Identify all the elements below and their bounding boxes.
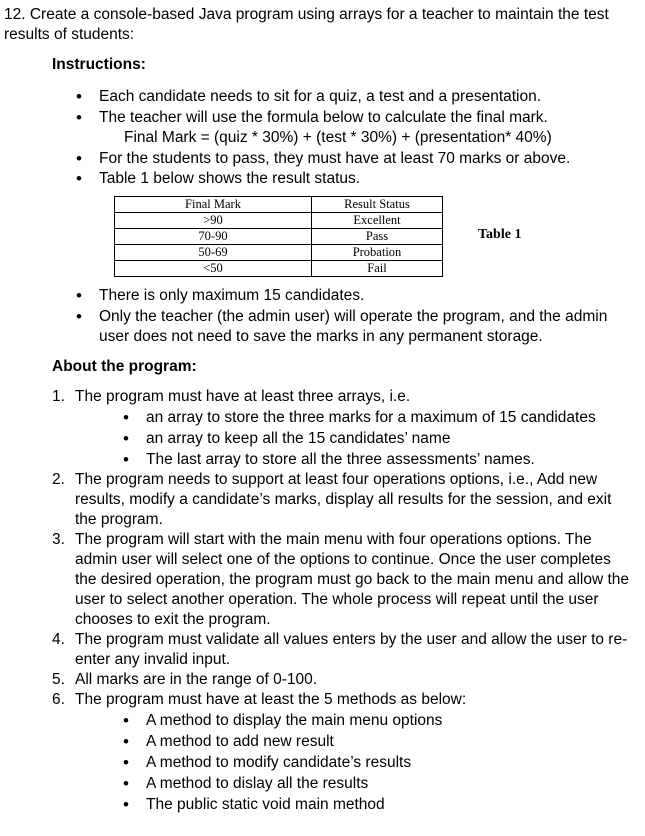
instruction-item: • The teacher will use the formula below to calculate the final mark. xyxy=(76,108,636,129)
item-text: The program will start with the main menu with four operations options. The admin user will select one of the options to continue. Once the user completes the desired operation, the program must go back to the main menu and allow the user to select another operation. The whole process will repeat until the user chooses to exit the program. xyxy=(75,531,630,628)
item-text: The program must have at least the 5 methods as below: xyxy=(75,691,467,708)
table-cell: Excellent xyxy=(312,213,443,229)
requirement-item xyxy=(52,690,632,815)
table-caption: Table 1 xyxy=(478,227,522,242)
instruction-item: • There is only maximum 15 candidates. xyxy=(76,286,636,307)
sub-item: • A method to display the main menu options xyxy=(123,710,632,731)
item-text: The program needs to support at least four operations options, i.e., Add new results, modify a candidate’s marks, display all results for the session, and exit the program. xyxy=(75,471,612,528)
item-text: The program must have at least three arrays, i.e. xyxy=(75,388,411,405)
table-cell: <50 xyxy=(115,261,312,277)
sub-item: • The public static void main method xyxy=(123,794,632,815)
instruction-item: • Table 1 below shows the result status. xyxy=(76,169,636,190)
requirement-item xyxy=(52,670,632,690)
instruction-item: • Only the teacher (the admin user) will operate the program, and the admin user does not need to save the marks in any permanent storage. xyxy=(76,307,636,348)
table-cell: >90 xyxy=(115,213,312,229)
item-number: 6. xyxy=(52,691,65,708)
requirement-item xyxy=(52,387,632,470)
table-row xyxy=(115,261,443,277)
table-header-cell: Final Mark xyxy=(115,197,312,213)
instruction-item: • Each candidate needs to sit for a quiz, a test and a presentation. xyxy=(76,87,636,108)
table-cell: 70-90 xyxy=(115,229,312,245)
question-title: 12. Create a console-based Java program using arrays for a teacher to maintain the test results of students: xyxy=(4,6,609,43)
sub-item: • A method to modify candidate’s results xyxy=(123,752,632,773)
sub-item: • an array to store the three marks for a maximum of 15 candidates xyxy=(123,407,632,428)
item-number: 5. xyxy=(52,671,65,688)
instructions-list-continued xyxy=(76,286,636,348)
final-mark-formula: Final Mark = (quiz * 30%) + (test * 30%) + (presentation* 40%) xyxy=(124,129,552,146)
table-cell: 50-69 xyxy=(115,245,312,261)
result-status-table xyxy=(114,196,443,277)
requirement-item xyxy=(52,470,632,530)
table-header-cell: Result Status xyxy=(312,197,443,213)
about-heading: About the program: xyxy=(52,358,197,375)
table-cell: Pass xyxy=(312,229,443,245)
item-number: 4. xyxy=(52,631,65,648)
sub-item: • The last array to store all the three assessments’ names. xyxy=(123,449,632,470)
table-row xyxy=(115,229,443,245)
table-header-row xyxy=(115,197,443,213)
table-row xyxy=(115,245,443,261)
requirement-item xyxy=(52,530,632,630)
sub-item: • an array to keep all the 15 candidates’ name xyxy=(123,428,632,449)
requirement-item xyxy=(52,630,632,670)
item-number: 3. xyxy=(52,531,65,548)
sub-list xyxy=(75,710,632,815)
instructions-list xyxy=(76,87,636,190)
item-number: 2. xyxy=(52,471,65,488)
instructions-heading: Instructions: xyxy=(52,56,146,73)
sub-item: • A method to dislay all the results xyxy=(123,773,632,794)
item-number: 1. xyxy=(52,388,65,405)
instruction-item: • For the students to pass, they must have at least 70 marks or above. xyxy=(76,149,636,170)
item-text: All marks are in the range of 0-100. xyxy=(75,671,318,688)
sub-item: • A method to add new result xyxy=(123,731,632,752)
item-text: The program must validate all values enters by the user and allow the user to re-enter any invalid input. xyxy=(75,631,628,668)
sub-list xyxy=(75,407,632,470)
table-row xyxy=(115,213,443,229)
requirements-list xyxy=(52,387,632,815)
table-cell: Probation xyxy=(312,245,443,261)
table-cell: Fail xyxy=(312,261,443,277)
